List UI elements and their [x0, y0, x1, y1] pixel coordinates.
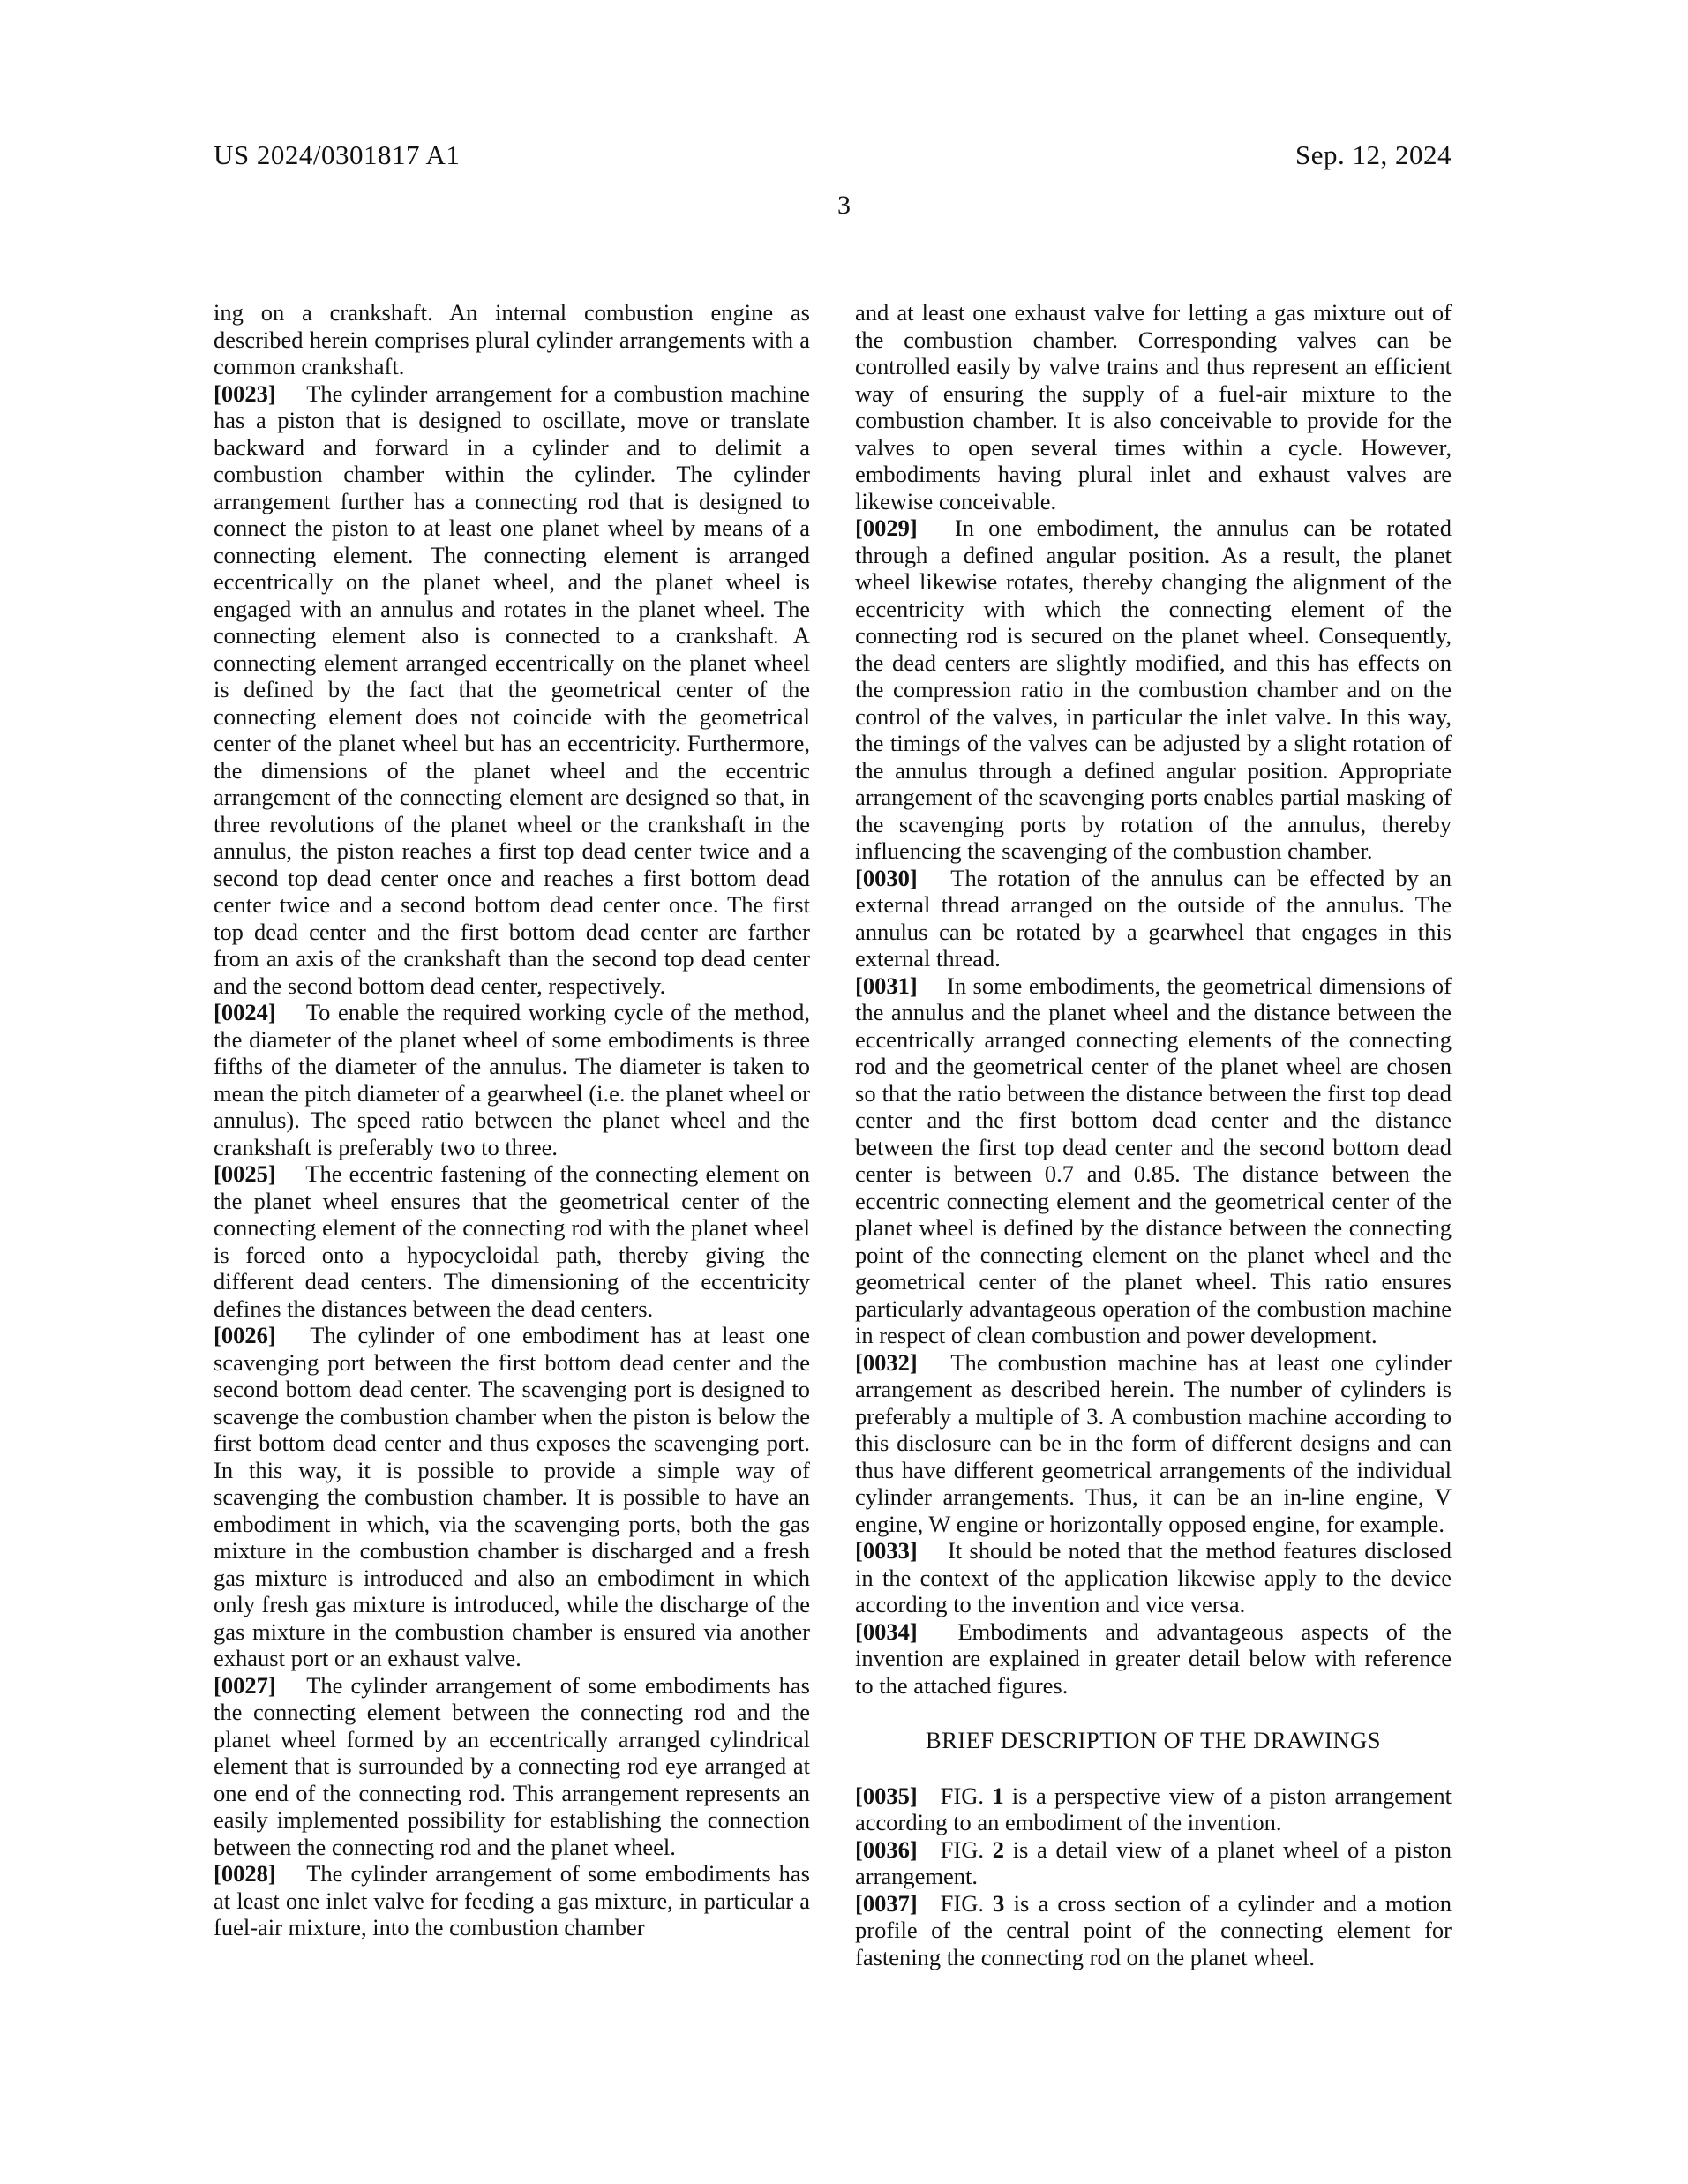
paragraph-text: and at least one exhaust valve for letting a gas mixture out of the combustion chamber. Corresponding valves can be controlled easily by valve trains and thus represent an efficient way of ensuring the supply of a fuel-air mixture to the combustion chamber. It is also conceivable to provide for the valves to open several times within a cycle. However, embodiments having plural inlet and exhaust valves are likewise conceivable. [855, 299, 1452, 514]
paragraph-number: [0023] [214, 379, 276, 407]
figure-label: FIG. [940, 1889, 984, 1917]
paragraph-text: The combustion machine has at least one cylinder arrangement as described herein. The number of cylinders is preferably a multiple of 3. A combustion machine according to this disclosure can be in the form of different designs and can thus have different geometrical arrangements of the individual cylinder arrangements. Thus, it can be an in-line engine, V engine, W engine or horizontally opposed engine, for example. [855, 1348, 1452, 1537]
paragraph-number: [0037] [855, 1889, 918, 1917]
paragraph-0034 [855, 1618, 1452, 1700]
paragraph-text: The cylinder arrangement of some embodiments has at least one inlet valve for feeding a gas mixture, in particular a fuel-air mixture, into the combustion chamber [214, 1860, 810, 1940]
paragraph-text: The cylinder arrangement of some embodiments has the connecting element between the connecting rod and the planet wheel formed by an eccentrically arranged cylindrical element that is surrounded by a connecting rod eye arranged at one end of the connecting rod. This arrangement represents an easily implemented possibility for establishing the connection between the connecting rod and the planet wheel. [214, 1671, 810, 1860]
paragraph-text: In some embodiments, the geometrical dimensions of the annulus and the planet wheel and the distance between the eccentrically arranged connecting elements of the connecting rod and the geometrical center of the planet wheel are chosen so that the ratio between the distance between the first top dead center and the first bottom dead center and the distance between the first top dead center and the second bottom dead center is between 0.7 and 0.85. The distance between the eccentric connecting element and the geometrical center of the planet wheel is defined by the distance between the connecting point of the connecting element on the planet wheel and the geometrical center of the planet wheel. This ratio ensures particularly advantageous operation of the combustion machine in respect of clean combustion and power development. [855, 972, 1452, 1348]
paragraph-text: The cylinder arrangement for a combustion machine has a piston that is designed to oscillate, move or translate backward and forward in a cylinder and to delimit a combustion chamber within the cylinder. The cylinder arrangement further has a connecting rod that is designed to connect the piston to at least one planet wheel by means of a connecting element. The connecting element is arranged eccentrically on the planet wheel, and the planet wheel is engaged with an annulus and rotates in the planet wheel. The connecting element also is connected to a crankshaft. A connecting element arranged eccentrically on the planet wheel is defined by the fact that the geometrical center of the connecting element does not coincide with the geometrical center of the planet wheel but has an eccentricity. Furthermore, the dimensions of the planet wheel and the eccentric arrangement of the connecting element are designed so that, in three revolutions of the planet wheel or the crankshaft in the annulus, the piston reaches a first top dead center twice and a second top dead center once and reaches a first bottom dead center twice and a second bottom dead center once. The first top dead center and the first bottom dead center are farther from an axis of the crankshaft than the second top dead center and the second bottom dead center, respectively. [214, 379, 810, 999]
paragraph-continuation-right [855, 299, 1452, 514]
paragraph-number: [0027] [214, 1671, 276, 1699]
paragraph-text: To enable the required working cycle of the method, the diameter of the planet wheel of some embodiments is three fifths of the diameter of the annulus. The diameter is taken to mean the pitch diameter of a gearwheel (i.e. the planet wheel or annulus). The speed ratio between the planet wheel and the crankshaft is preferably two to three. [214, 999, 810, 1160]
paragraph-text: is a cross section of a cylinder and a motion profile of the central point of the connecting element for fastening the connecting rod on the planet wheel. [855, 1889, 1452, 1970]
publication-date: Sep. 12, 2024 [1295, 139, 1452, 170]
paragraph-text: In one embodiment, the annulus can be rotated through a defined angular position. As a result, the planet wheel likewise rotates, thereby changing the alignment of the eccentricity with which the connecting element of the connecting rod is secured on the planet wheel. Consequently, the dead centers are slightly modified, and this has effects on the compression ratio in the combustion chamber and on the control of the valves, in particular the inlet valve. In this way, the timings of the valves can be adjusted by a slight rotation of the annulus through a defined angular position. Appropriate arrangement of the scavenging ports enables partial masking of the scavenging ports by rotation of the annulus, thereby influencing the scavenging of the combustion chamber. [855, 514, 1452, 864]
paragraph-number: [0032] [855, 1348, 918, 1376]
paragraph-0029 [855, 514, 1452, 865]
paragraph-text: The rotation of the annulus can be effected by an external thread arranged on the outside of the annulus. The annulus can be rotated by a gearwheel that engages in this external thread. [855, 864, 1452, 972]
paragraph-text: is a detail view of a planet wheel of a piston arrangement. [855, 1835, 1452, 1889]
paragraph-number: [0025] [214, 1160, 276, 1187]
left-column [214, 299, 810, 1941]
paragraph-number: [0029] [855, 514, 918, 541]
paragraph-0033 [855, 1537, 1452, 1618]
paragraph-0032 [855, 1349, 1452, 1538]
paragraph-0026 [214, 1322, 810, 1672]
right-column [855, 299, 1452, 1970]
paragraph-text: The eccentric fastening of the connecting element on the planet wheel ensures that the geometrical center of the connecting element of the connecting rod with the planet wheel is forced onto a hypocycloidal path, thereby giving the different dead centers. The dimensioning of the eccentricity defines the distances between the dead centers. [214, 1160, 810, 1322]
paragraph-0023 [214, 380, 810, 1000]
paragraph-number: [0035] [855, 1782, 918, 1809]
paragraph-0036 [855, 1836, 1452, 1890]
page-number: 3 [837, 191, 851, 220]
paragraph-text: The cylinder of one embodiment has at least one scavenging port between the first bottom dead center and the second bottom dead center. The scavenging port is designed to scavenge the combustion chamber when the piston is below the first bottom dead center and thus exposes the scavenging port. In this way, it is possible to provide a simple way of scavenging the combustion chamber. It is possible to have an embodiment in which, via the scavenging ports, both the gas mixture in the combustion chamber is discharged and a fresh gas mixture is introduced and also an embodiment in which only fresh gas mixture is introduced, while the discharge of the gas mixture in the combustion chamber is ensured via another exhaust port or an exhaust valve. [214, 1322, 810, 1671]
paragraph-number: [0028] [214, 1860, 276, 1887]
paragraph-0027 [214, 1672, 810, 1861]
figure-number: 2 [992, 1835, 1004, 1863]
paragraph-0024 [214, 999, 810, 1160]
paragraph-number: [0026] [214, 1322, 276, 1348]
paragraph-0031 [855, 972, 1452, 1349]
paragraph-text: is a perspective view of a piston arrangement according to an embodiment of the invention. [855, 1782, 1452, 1835]
section-heading: BRIEF DESCRIPTION OF THE DRAWINGS [926, 1727, 1381, 1753]
paragraph-0035 [855, 1782, 1452, 1836]
paragraph-0037 [855, 1890, 1452, 1971]
figure-number: 1 [992, 1782, 1004, 1809]
paragraph-number: [0031] [855, 972, 918, 999]
figure-number: 3 [993, 1889, 1005, 1917]
figure-label: FIG. [940, 1782, 984, 1809]
paragraph-number: [0024] [214, 999, 276, 1025]
paragraph-0030 [855, 865, 1452, 972]
figure-label: FIG. [940, 1835, 984, 1863]
paragraph-text: It should be noted that the method features disclosed in the context of the application likewise apply to the device according to the invention and vice versa. [855, 1537, 1452, 1617]
publication-number: US 2024/0301817 A1 [214, 139, 461, 170]
paragraph-0025 [214, 1160, 810, 1322]
paragraph-text: ing on a crankshaft. An internal combustion engine as described herein comprises plural cylinder arrangements with a common crankshaft. [214, 299, 810, 379]
paragraph-number: [0030] [855, 864, 918, 891]
paragraph-continuation-left [214, 299, 810, 380]
paragraph-text: Embodiments and advantageous aspects of the invention are explained in greater detail below with reference to the attached figures. [855, 1617, 1452, 1699]
paragraph-number: [0033] [855, 1537, 918, 1564]
paragraph-0028 [214, 1860, 810, 1941]
paragraph-number: [0036] [855, 1835, 918, 1863]
paragraph-number: [0034] [855, 1617, 918, 1645]
